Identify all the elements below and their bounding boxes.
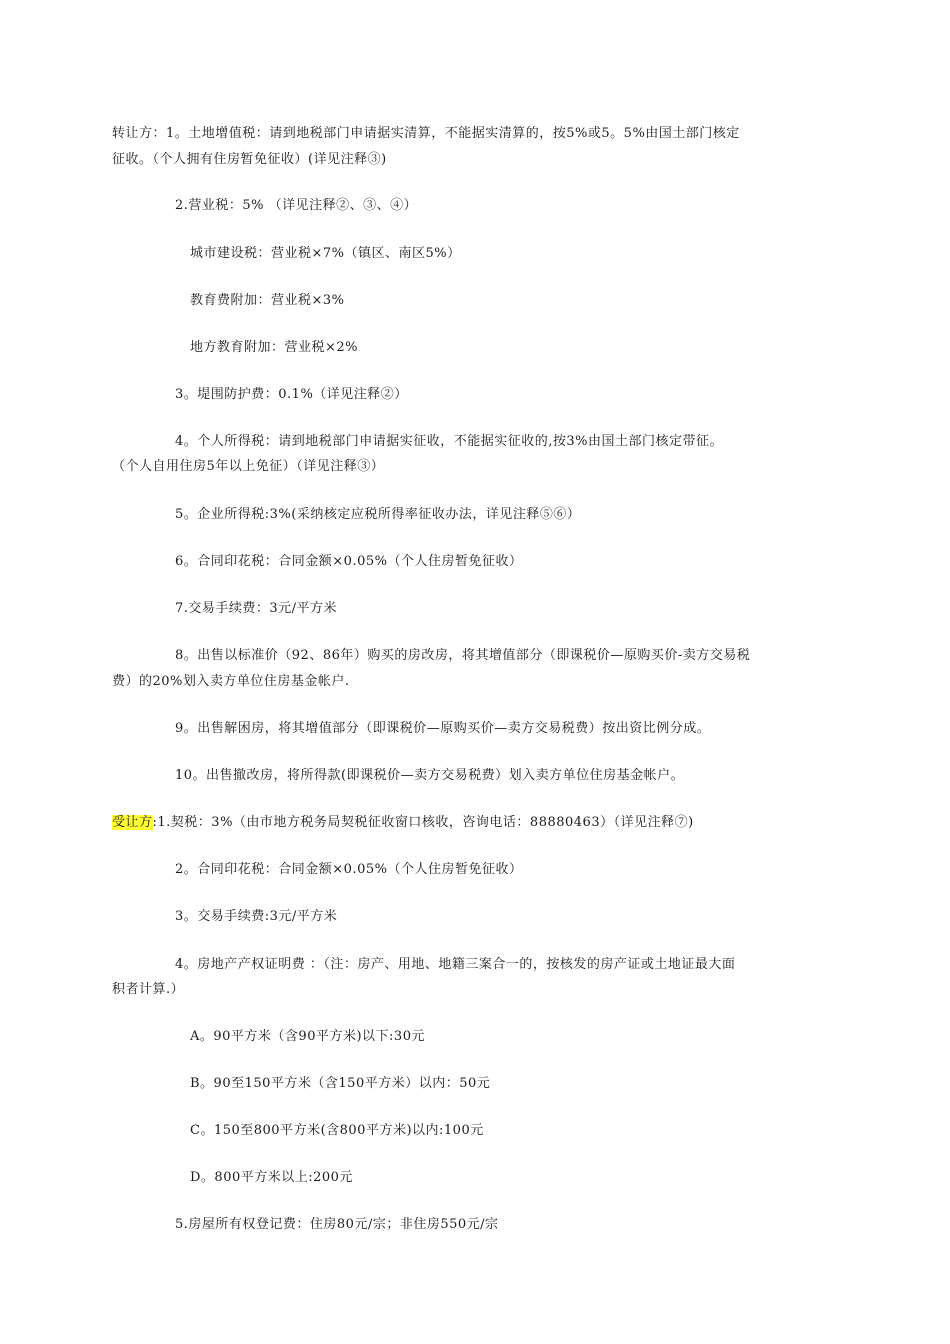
transferor-item1-line1: [112, 124, 740, 144]
transferee-item4-line2: 积者计算.）: [112, 982, 185, 997]
transferee-item4-c: C。150至800平方米(含800平方米)以内:100元: [190, 1123, 484, 1138]
transferor-item10: 10。出售撤改房，将所得款(即课税价—卖方交易税费）划入卖方单位住房基金帐户。: [175, 768, 685, 783]
transferee-item5: 5.房屋所有权登记费：住房80元/宗；非住房550元/宗: [175, 1217, 499, 1232]
transferee-item4-d: D。800平方米以上:200元: [190, 1170, 353, 1185]
transferee-item4-line1: 4。房地产产权证明费 ：（注：房产、用地、地籍三案合一的，按核发的房产证或土地证最大面: [175, 957, 736, 972]
transferor-item9: 9。出售解困房，将其增值部分（即课税价—原购买价—卖方交易税费）按出资比例分成。: [175, 721, 711, 736]
transferor-item4-line2: （个人自用住房5年以上免征）（详见注释③）: [112, 459, 385, 474]
transferor-item8-line1: 8。出售以标准价（92、86年）购买的房改房，将其增值部分（即课税价—原购买价-卖方交易税: [175, 648, 751, 663]
transferor-item7: 7.交易手续费：3元/平方米: [175, 601, 338, 616]
transferor-item2-city-tax: 城市建设税：营业税×7%（镇区、南区5%）: [190, 246, 461, 261]
transferor-item4-line1: 4。个人所得税：请到地税部门申请据实征收，不能据实征收的,按3%由国土部门核定带征。: [175, 434, 724, 449]
transferee-label-highlighted: 受让方: [112, 815, 153, 830]
transferor-item6: 6。合同印花税：合同金额×0.05%（个人住房暂免征收）: [175, 554, 523, 569]
transferee-item3: 3。交易手续费:3元/平方米: [175, 909, 338, 924]
transferor-item2: 2.营业税：5% （详见注释②、③、④）: [175, 198, 418, 213]
transferee-item2: 2。合同印花税：合同金额×0.05%（个人住房暂免征收）: [175, 862, 523, 877]
transferee-item4-b: B。90至150平方米（含150平方米）以内：50元: [190, 1076, 491, 1091]
transferor-item1-line2: 征收。（个人拥有住房暂免征收）(详见注释③): [112, 152, 387, 167]
transferor-item8-line2: 费）的20%划入卖方单位住房基金帐户.: [112, 674, 350, 689]
transferee-item4-a: A。90平方米（含90平方米)以下:30元: [190, 1029, 425, 1044]
transferor-item1-text: ：1。土地增值税：请到地税部门申请据实清算，不能据实清算的，按5%或5。5%由国土部门核定: [152, 126, 740, 141]
transferee-item1-line: [112, 813, 694, 833]
transferor-label: 转让方: [112, 126, 153, 141]
transferor-item5: 5。企业所得税:3%(采纳核定应税所得率征收办法，详见注释⑤⑥）: [175, 507, 581, 522]
transferor-item3: 3。堤围防护费：0.1%（详见注释②）: [175, 387, 408, 402]
transferee-item1-text: :1.契税：3%（由市地方税务局契税征收窗口核收，咨询电话：88880463）（详见注释⑦): [152, 815, 694, 830]
transferor-item2-education-fee: 教育费附加：营业税×3%: [190, 293, 345, 308]
transferor-item2-local-education: 地方教育附加：营业税×2%: [190, 340, 359, 355]
